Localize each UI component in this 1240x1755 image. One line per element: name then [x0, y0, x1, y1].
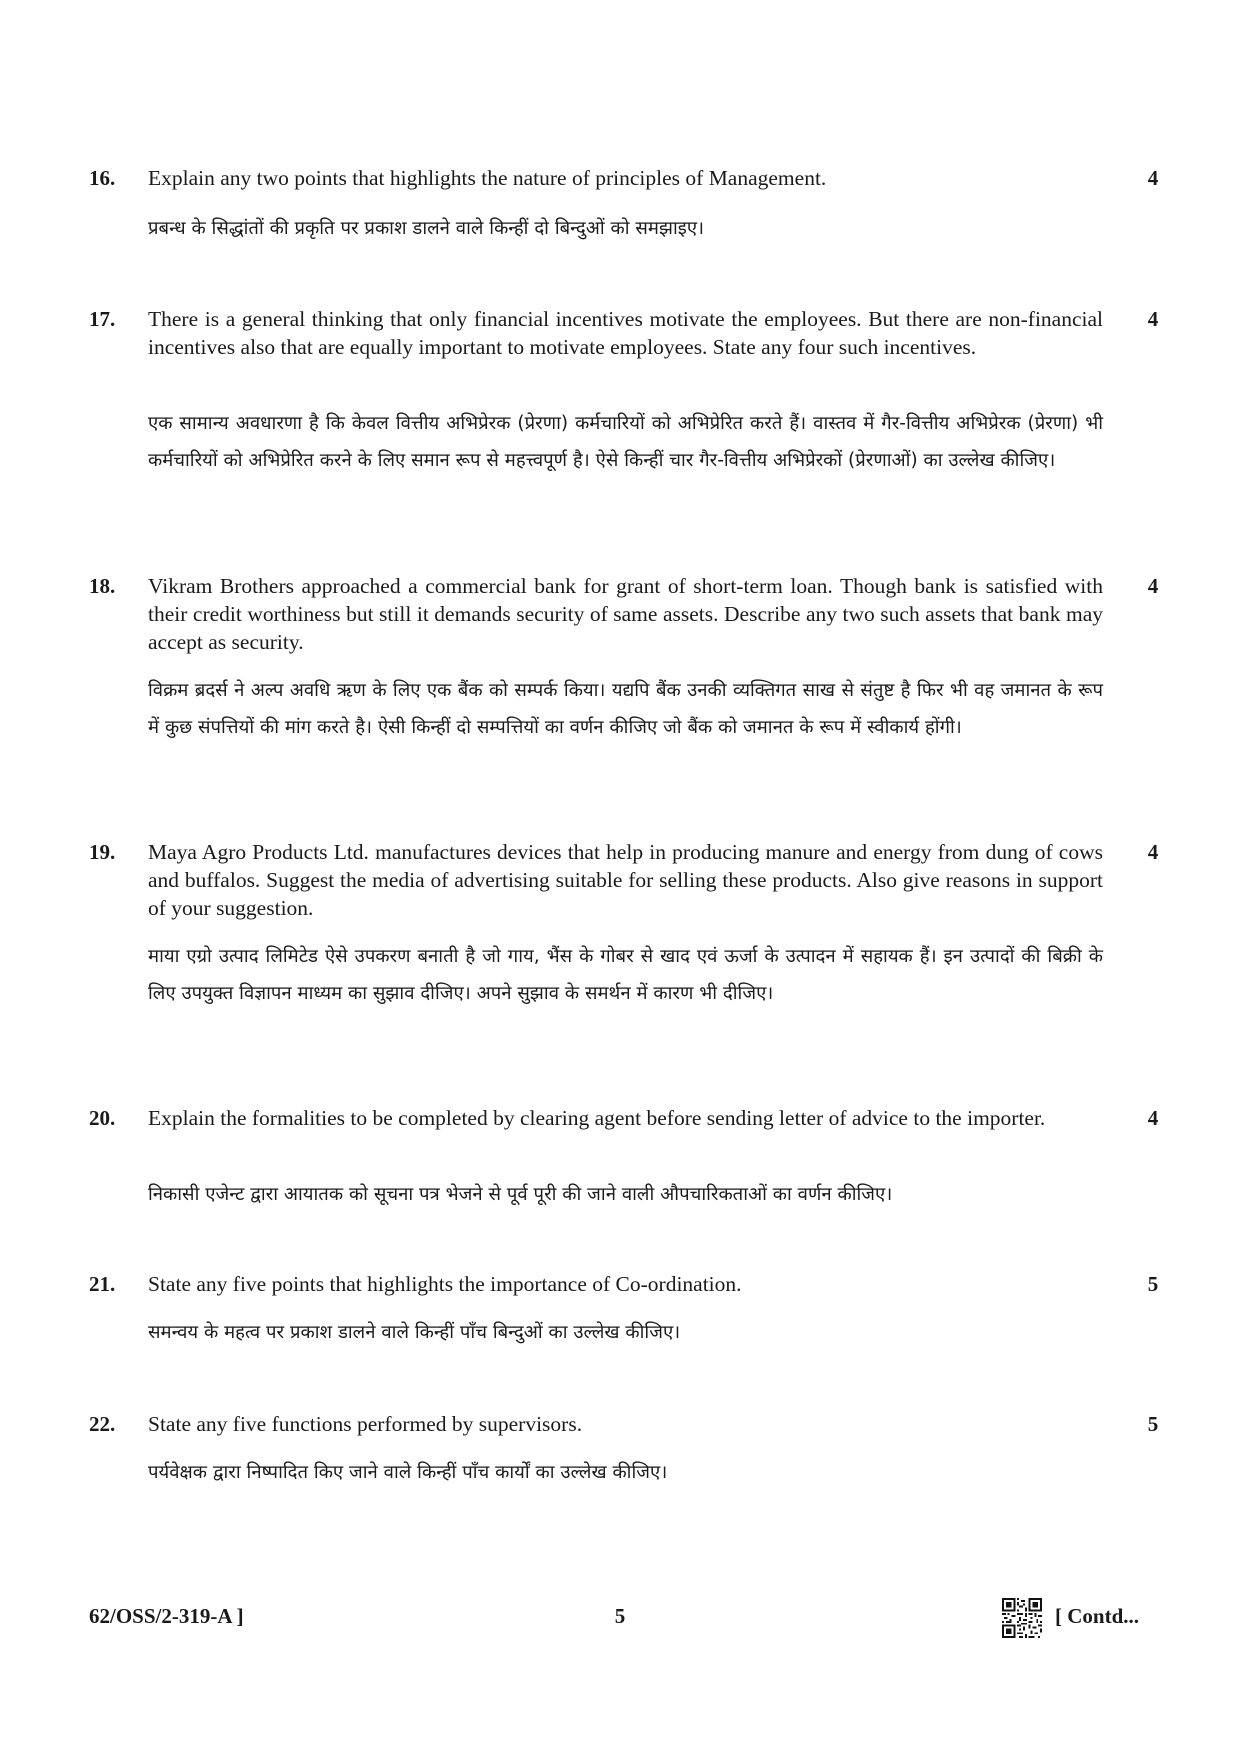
question-number: 22.: [89, 1412, 116, 1436]
question-text-hindi: एक सामान्य अवधारणा है कि केवल वित्तीय अभिप्रेरक (प्रेरणा) कर्मचारियों को अभिप्रेरित करते हैं। वास्तव में गैर-वित्तीय अभिप्रेरक (प्रेरणा) भी कर्मचारियों को अभिप्रेरित करने के लिए समान रूप से महत्त्वपूर्ण है। ऐसे किन्हीं चार गैर-वित्तीय अभिप्रेरकों (प्रेरणाओं) का उल्लेख कीजिए।: [148, 413, 1103, 471]
question-number: 19.: [89, 840, 116, 864]
question-text-hindi: पर्यवेक्षक द्वारा निष्पादित किए जाने वाले किन्हीं पाँच कार्यों का उल्लेख कीजिए।: [148, 1462, 668, 1483]
question-text-hindi: समन्वय के महत्व पर प्रकाश डालने वाले किन्हीं पाँच बिन्दुओं का उल्लेख कीजिए।: [148, 1322, 681, 1343]
question-text-hindi: निकासी एजेन्ट द्वारा आयातक को सूचना पत्र भेजने से पूर्व पूरी की जाने वाली औपचारिकताओं का वर्णन कीजिए।: [148, 1184, 893, 1205]
question-number: 17.: [89, 307, 116, 331]
question-text-hindi: प्रबन्ध के सिद्धांतों की प्रकृति पर प्रकाश डालने वाले किन्हीं दो बिन्दुओं को समझाइए।: [148, 218, 705, 239]
question-text-english: State any five functions performed by supervisors.: [148, 1412, 583, 1436]
question-marks: 4: [1147, 574, 1159, 598]
question-number: 18.: [89, 574, 116, 598]
question-text-hindi: विक्रम ब्रदर्स ने अल्प अवधि ऋण के लिए एक बैंक को सम्पर्क किया। यद्यपि बैंक उनकी व्यक्तिगत साख से संतुष्ट है फिर भी वह जमानत के रूप में कुछ संपत्तियों की मांग करते है। ऐसी किन्हीं दो सम्पत्तियों का वर्णन कीजिए जो बैंक को जमानत के रूप में स्वीकार्य होंगी।: [148, 680, 1103, 738]
paper-code: 62/OSS/2-319-A ]: [89, 1604, 244, 1628]
question-number: 16.: [89, 166, 116, 190]
question-marks: 4: [1147, 307, 1159, 331]
question-text-english: Maya Agro Products Ltd. manufactures devices that help in producing manure and energy from dung of cows and buffalos. Suggest the media of advertising suitable for selling these products. Also give reasons in support of your suggestion.: [148, 840, 1103, 920]
question-text-english: State any five points that highlights the importance of Co-ordination.: [148, 1272, 742, 1296]
question-text-english: Vikram Brothers approached a commercial bank for grant of short-term loan. Though bank is satisfied with their credit worthiness but still it demands security of same assets. Describe any two such assets that bank may accept as security.: [148, 574, 1103, 654]
question-marks: 4: [1147, 166, 1159, 190]
question-number: 21.: [89, 1272, 116, 1296]
question-marks: 4: [1147, 1106, 1159, 1130]
question-marks: 5: [1147, 1412, 1159, 1436]
question-marks: 4: [1147, 840, 1159, 864]
question-text-hindi: माया एग्रो उत्पाद लिमिटेड ऐसे उपकरण बनाती है जो गाय, भैंस के गोबर से खाद एवं ऊर्जा के उत्पादन में सहायक हैं। इन उत्पादों की बिक्री के लिए उपयुक्त विज्ञापन माध्यम का सुझाव दीजिए। अपने सुझाव के समर्थन में कारण भी दीजिए।: [148, 946, 1103, 1004]
page-number: 5: [614, 1604, 626, 1628]
continued-label: [ Contd...: [1055, 1604, 1140, 1628]
question-number: 20.: [89, 1106, 116, 1130]
question-text-english: There is a general thinking that only financial incentives motivate the employees. But there are non-financial incentives also that are equally important to motivate employees. State any four such incentives.: [148, 307, 1103, 359]
question-text-english: Explain the formalities to be completed by clearing agent before sending letter of advice to the importer.: [148, 1106, 1046, 1130]
question-marks: 5: [1147, 1272, 1159, 1296]
question-text-english: Explain any two points that highlights the nature of principles of Management.: [148, 166, 827, 190]
qr-code-icon: [1002, 1598, 1042, 1638]
